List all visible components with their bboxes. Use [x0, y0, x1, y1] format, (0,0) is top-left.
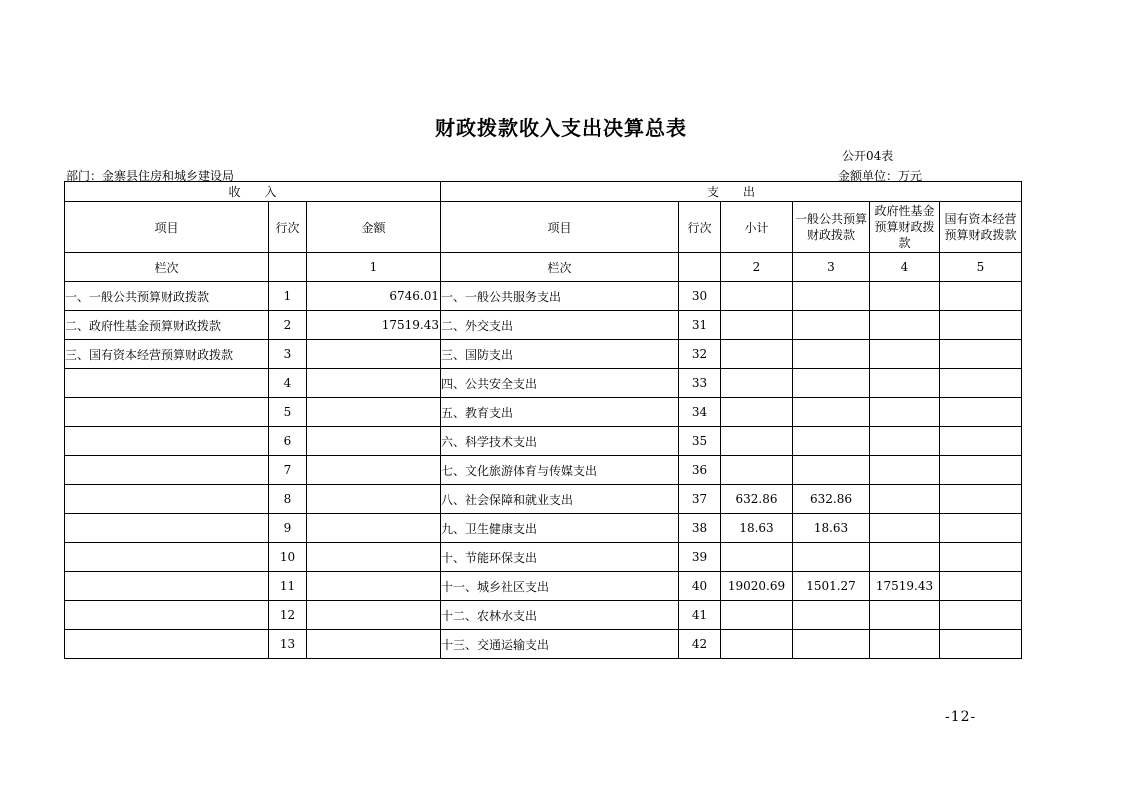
income-line: 1: [269, 282, 307, 311]
fund-value: [870, 630, 940, 659]
expense-line: 32: [679, 340, 721, 369]
expense-item: 一、一般公共服务支出: [441, 282, 679, 311]
column-number-row: [65, 253, 1022, 282]
table-row: [65, 398, 1022, 427]
fund-value: [870, 311, 940, 340]
expense-line: 34: [679, 398, 721, 427]
income-line: 12: [269, 601, 307, 630]
expense-line: 35: [679, 427, 721, 456]
section-header-row: [65, 182, 1022, 202]
income-amount: [307, 543, 441, 572]
table-row: [65, 456, 1022, 485]
header-item: 项目: [65, 202, 269, 253]
general-value: [793, 427, 870, 456]
subtotal-value: [721, 282, 793, 311]
income-item: 一、一般公共预算财政拨款: [65, 282, 269, 311]
state-value: [940, 572, 1022, 601]
income-amount: [307, 340, 441, 369]
fund-value: [870, 340, 940, 369]
income-item: [65, 630, 269, 659]
expense-line: 36: [679, 456, 721, 485]
fund-value: [870, 427, 940, 456]
col-exp-line-empty: [679, 253, 721, 282]
general-value: 18.63: [793, 514, 870, 543]
table-row: [65, 369, 1022, 398]
income-item: [65, 514, 269, 543]
col-label: 栏次: [65, 253, 269, 282]
table-row: [65, 514, 1022, 543]
general-value: 1501.27: [793, 572, 870, 601]
fund-value: [870, 601, 940, 630]
expense-line: 38: [679, 514, 721, 543]
general-value: [793, 369, 870, 398]
income-section-header: 收 入: [65, 182, 441, 202]
income-item: [65, 369, 269, 398]
general-value: [793, 456, 870, 485]
income-item: [65, 485, 269, 514]
income-amount: [307, 398, 441, 427]
income-line: 4: [269, 369, 307, 398]
unit-label: 金额单位：万元: [838, 169, 923, 183]
expense-section-header: 支 出: [441, 182, 1022, 202]
income-item: [65, 398, 269, 427]
income-item: [65, 543, 269, 572]
col-general-number: 3: [793, 253, 870, 282]
fund-value: [870, 543, 940, 572]
state-value: [940, 601, 1022, 630]
income-amount: [307, 514, 441, 543]
table-row: [65, 427, 1022, 456]
income-amount: 17519.43: [307, 311, 441, 340]
expense-item: 十、节能环保支出: [441, 543, 679, 572]
income-line: 5: [269, 398, 307, 427]
document-title: 财政拨款收入支出决算总表: [435, 116, 687, 140]
income-amount: [307, 572, 441, 601]
income-item: 三、国有资本经营预算财政拨款: [65, 340, 269, 369]
income-amount: [307, 427, 441, 456]
income-line: 3: [269, 340, 307, 369]
general-value: [793, 398, 870, 427]
state-value: [940, 398, 1022, 427]
subtotal-value: [721, 398, 793, 427]
general-value: 632.86: [793, 485, 870, 514]
income-item: [65, 572, 269, 601]
expense-item: 十一、城乡社区支出: [441, 572, 679, 601]
header-state: 国有资本经营预算财政拨款: [940, 202, 1022, 253]
expense-line: 30: [679, 282, 721, 311]
expense-item: 六、科学技术支出: [441, 427, 679, 456]
expense-line: 42: [679, 630, 721, 659]
state-value: [940, 311, 1022, 340]
header-exp-item: 项目: [441, 202, 679, 253]
expense-item: 五、教育支出: [441, 398, 679, 427]
col-fund-number: 4: [870, 253, 940, 282]
general-value: [793, 630, 870, 659]
expense-item: 三、国防支出: [441, 340, 679, 369]
income-line: 6: [269, 427, 307, 456]
state-value: [940, 427, 1022, 456]
general-value: [793, 311, 870, 340]
table-row: [65, 340, 1022, 369]
budget-table: [64, 181, 1022, 659]
subtotal-value: [721, 427, 793, 456]
table-row: [65, 630, 1022, 659]
fund-value: [870, 398, 940, 427]
expense-item: 七、文化旅游体育与传媒支出: [441, 456, 679, 485]
table-row: [65, 572, 1022, 601]
income-line: 10: [269, 543, 307, 572]
header-general: 一般公共预算财政拨款: [793, 202, 870, 253]
expense-line: 40: [679, 572, 721, 601]
general-value: [793, 282, 870, 311]
header-fund: 政府性基金预算财政拨款: [870, 202, 940, 253]
header-amount: 金额: [307, 202, 441, 253]
subtotal-value: [721, 369, 793, 398]
expense-item: 四、公共安全支出: [441, 369, 679, 398]
income-line: 2: [269, 311, 307, 340]
income-item: [65, 601, 269, 630]
state-value: [940, 485, 1022, 514]
expense-line: 41: [679, 601, 721, 630]
income-item: [65, 427, 269, 456]
expense-item: 十三、交通运输支出: [441, 630, 679, 659]
expense-line: 37: [679, 485, 721, 514]
income-line: 8: [269, 485, 307, 514]
subtotal-value: [721, 601, 793, 630]
column-header-row: [65, 202, 1022, 253]
subtotal-value: 19020.69: [721, 572, 793, 601]
general-value: [793, 340, 870, 369]
income-amount: [307, 369, 441, 398]
income-amount: [307, 485, 441, 514]
table-row: [65, 311, 1022, 340]
expense-line: 31: [679, 311, 721, 340]
page-number: -12-: [945, 709, 977, 725]
fund-value: [870, 485, 940, 514]
fund-value: [870, 282, 940, 311]
expense-line: 39: [679, 543, 721, 572]
expense-line: 33: [679, 369, 721, 398]
col-amount-number: 1: [307, 253, 441, 282]
income-amount: [307, 601, 441, 630]
table-row: [65, 282, 1022, 311]
subtotal-value: [721, 456, 793, 485]
col-state-number: 5: [940, 253, 1022, 282]
subtotal-value: 18.63: [721, 514, 793, 543]
state-value: [940, 514, 1022, 543]
expense-item: 九、卫生健康支出: [441, 514, 679, 543]
subtotal-value: [721, 630, 793, 659]
col-line-empty: [269, 253, 307, 282]
fund-value: 17519.43: [870, 572, 940, 601]
form-number: 公开04表: [842, 149, 894, 163]
expense-item: 十二、农林水支出: [441, 601, 679, 630]
income-line: 13: [269, 630, 307, 659]
fund-value: [870, 514, 940, 543]
income-amount: [307, 630, 441, 659]
subtotal-value: [721, 340, 793, 369]
state-value: [940, 456, 1022, 485]
header-line: 行次: [269, 202, 307, 253]
table-row: [65, 543, 1022, 572]
income-line: 7: [269, 456, 307, 485]
expense-item: 二、外交支出: [441, 311, 679, 340]
table-row: [65, 601, 1022, 630]
header-subtotal: 小计: [721, 202, 793, 253]
table-row: [65, 485, 1022, 514]
income-amount: 6746.01: [307, 282, 441, 311]
department-label: 部门：金寨县住房和城乡建设局: [66, 169, 235, 183]
state-value: [940, 543, 1022, 572]
state-value: [940, 282, 1022, 311]
income-line: 9: [269, 514, 307, 543]
income-amount: [307, 456, 441, 485]
subtotal-value: [721, 543, 793, 572]
expense-item: 八、社会保障和就业支出: [441, 485, 679, 514]
subtotal-value: 632.86: [721, 485, 793, 514]
state-value: [940, 630, 1022, 659]
income-item: 二、政府性基金预算财政拨款: [65, 311, 269, 340]
col-subtotal-number: 2: [721, 253, 793, 282]
income-line: 11: [269, 572, 307, 601]
state-value: [940, 369, 1022, 398]
subtotal-value: [721, 311, 793, 340]
state-value: [940, 340, 1022, 369]
general-value: [793, 601, 870, 630]
fund-value: [870, 369, 940, 398]
fund-value: [870, 456, 940, 485]
income-item: [65, 456, 269, 485]
general-value: [793, 543, 870, 572]
col-exp-label: 栏次: [441, 253, 679, 282]
header-exp-line: 行次: [679, 202, 721, 253]
